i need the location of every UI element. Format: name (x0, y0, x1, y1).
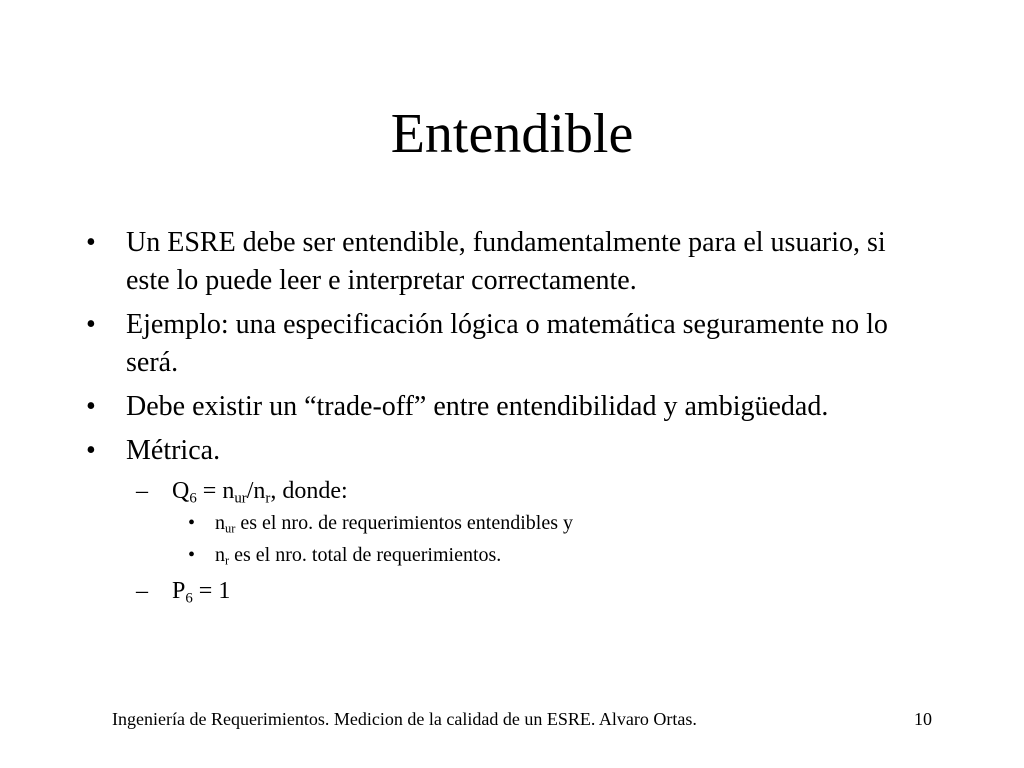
bullet-text: Métrica. (126, 435, 221, 466)
n-subscript: r (225, 553, 230, 568)
sub-sub-bullet (80, 510, 920, 536)
definition-text (215, 544, 501, 566)
slide-title: Entendible (390, 103, 634, 165)
definition-text (215, 512, 573, 534)
definition-body: es el nro. total de requerimientos. (229, 544, 502, 566)
sub-bullet-q6 (80, 476, 920, 506)
definition-body: es el nro. de requerimientos entendibles y (235, 512, 574, 534)
metric-formula-p6 (172, 578, 231, 607)
p-subscript: 6 (185, 590, 193, 607)
metric-formula-q6 (172, 478, 348, 507)
dash-marker: – (136, 578, 148, 604)
bullet-text: Debe existir un “trade-off” entre entendibilidad y ambigüedad. (126, 391, 829, 422)
n-symbol: n (215, 512, 225, 534)
bullet-item (80, 388, 920, 426)
slash-n: /n (246, 478, 266, 504)
formula-rest: , donde: (270, 478, 348, 504)
bullet-item (80, 432, 920, 470)
bullet-text: Un ESRE debe ser entendible, fundamentalmente para el usuario, si este lo puede leer e interpretar correctamente. (126, 227, 886, 296)
n-subscript: ur (225, 521, 236, 536)
equals-n: = n (196, 478, 235, 504)
n-ur-subscript: ur (234, 490, 247, 507)
bullet-marker: • (86, 309, 96, 340)
sub-bullet-p6 (80, 576, 920, 606)
bullet-item (80, 306, 920, 382)
bullet-marker: • (86, 227, 96, 258)
bullet-marker: • (188, 544, 196, 566)
page-number: 10 (914, 709, 932, 729)
bullet-marker: • (188, 512, 196, 534)
q-symbol: Q (172, 478, 190, 504)
sub-sub-bullet (80, 542, 920, 568)
bullet-item (80, 224, 920, 300)
bullet-marker: • (86, 435, 96, 466)
bullet-text: Ejemplo: una especificación lógica o matemática seguramente no lo será. (126, 309, 888, 378)
q-subscript: 6 (189, 490, 197, 507)
bullet-marker: • (86, 391, 96, 422)
p-symbol: P (172, 578, 186, 604)
n-r-subscript: r (265, 490, 271, 507)
n-symbol: n (215, 544, 225, 566)
dash-marker: – (136, 478, 148, 504)
footer-text: Ingeniería de Requerimientos. Medicion de la calidad de un ESRE. Alvaro Ortas. (112, 709, 697, 729)
formula-rest: = 1 (192, 578, 231, 604)
slide-content (80, 224, 920, 610)
